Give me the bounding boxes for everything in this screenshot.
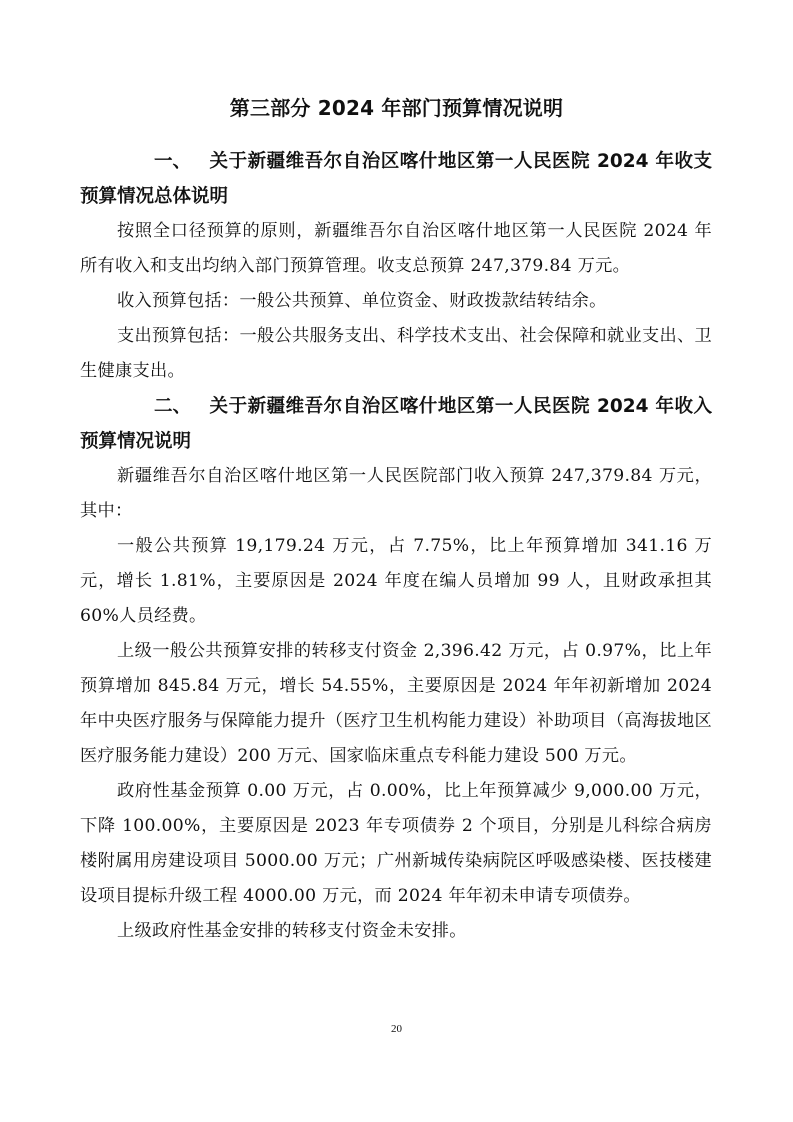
paragraph-2-2: 一般公共预算 19,179.24 万元，占 7.75%，比上年预算增加 341.16 万元，增长 1.81%，主要原因是 2024 年度在编人员增加 99 人，且财政承担其 60%人员经费。: [80, 536, 712, 626]
document-body: [80, 144, 712, 949]
section-heading-2: [80, 389, 712, 459]
section-number-2: 二、: [154, 396, 192, 417]
page-title: 第三部分 2024 年部门预算情况说明: [229, 96, 564, 120]
paragraph-2-3: 上级一般公共预算安排的转移支付资金 2,396.42 万元，占 0.97%，比上年预算增加 845.84 万元，增长 54.55%，主要原因是 2024 年年初新增加 2024 年中央医疗服务与保障能力提升（医疗卫生机构能力建设）补助项目（高海拔地区医疗服务能力建设）200 万元、国家临床重点专科能力建设 500 万元。: [80, 641, 712, 766]
paragraph-2-4: 政府性基金预算 0.00 万元，占 0.00%，比上年预算减少 9,000.00 万元，下降 100.00%，主要原因是 2023 年专项债券 2 个项目，分别是儿科综合病房楼附属用房建设项目 5000.00 万元；广州新城传染病院区呼吸感染楼、医技楼建设项目提标升级工程 4000.00 万元，而 2024 年年初未申请专项债券。: [80, 781, 712, 906]
page-number: 20: [391, 1023, 402, 1035]
paragraph-1-2: 收入预算包括：一般公共预算、单位资金、财政拨款结转结余。: [117, 291, 607, 311]
paragraph-2-1: 新疆维吾尔自治区喀什地区第一人民医院部门收入预算 247,379.84 万元，其中：: [80, 466, 712, 521]
section-heading-text-1: 关于新疆维吾尔自治区喀什地区第一人民医院 2024 年收支预算情况总体说明: [80, 151, 712, 207]
section-heading-text-2: 关于新疆维吾尔自治区喀什地区第一人民医院 2024 年收入预算情况说明: [80, 396, 712, 452]
section-heading-1: [80, 144, 712, 214]
paragraph-2-5: 上级政府性基金安排的转移支付资金未安排。: [117, 921, 467, 941]
paragraph-1-1: 按照全口径预算的原则，新疆维吾尔自治区喀什地区第一人民医院 2024 年所有收入和支出均纳入部门预算管理。收支总预算 247,379.84 万元。: [80, 221, 712, 276]
paragraph-1-3: 支出预算包括：一般公共服务支出、科学技术支出、社会保障和就业支出、卫生健康支出。: [80, 326, 712, 381]
section-number-1: 一、: [154, 151, 192, 172]
